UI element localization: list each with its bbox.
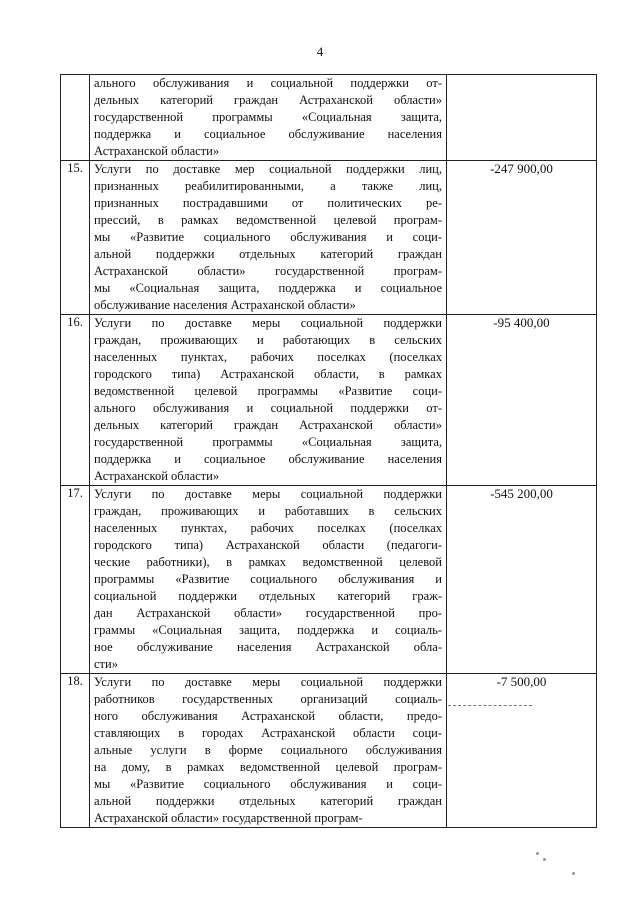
description-line: ального обслуживания и социальной поддержки от- bbox=[94, 401, 442, 415]
description-line: дельных категорий граждан Астраханской области» bbox=[94, 418, 442, 432]
row-amount: -95 400,00 bbox=[447, 315, 597, 486]
description-line: ческие работники), в рамках ведомственной целевой bbox=[94, 555, 442, 569]
description-line: Астраханской области» государственной програм- bbox=[94, 811, 363, 825]
description-line: мы «Социальная защита, поддержка и социальное bbox=[94, 281, 442, 295]
description-line: городского типа) Астраханской области, в рамках bbox=[94, 367, 442, 381]
description-line: населенных пунктах, рабочих поселках (поселках bbox=[94, 350, 442, 364]
description-line: обслуживание населения Астраханской области» bbox=[94, 298, 356, 312]
description-line: ное обслуживание населения Астраханской обла- bbox=[94, 640, 442, 654]
scan-artifact-dash bbox=[448, 705, 532, 706]
description-line: ставляющих в городах Астраханской области соци- bbox=[94, 726, 442, 740]
description-line: социальной поддержки отдельных категорий граж- bbox=[94, 589, 442, 603]
description-line: граммы «Социальная защита, поддержка и социаль- bbox=[94, 623, 442, 637]
table-body bbox=[61, 75, 597, 828]
description-line: признанных пострадавшими от политических ре- bbox=[94, 196, 442, 210]
description-line: ведомственной целевой программы «Развитие соци- bbox=[94, 384, 442, 398]
row-description bbox=[90, 315, 447, 486]
description-line: Услуги по доставке меры социальной поддержки bbox=[94, 487, 442, 501]
description-line: поддержка и социальное обслуживание населения bbox=[94, 127, 442, 141]
row-number: 15. bbox=[61, 161, 90, 315]
row-number bbox=[61, 75, 90, 161]
description-line: населенных пунктах, рабочих поселках (поселках bbox=[94, 521, 442, 535]
row-description bbox=[90, 75, 447, 161]
description-line: ного обслуживания Астраханской области, предо- bbox=[94, 709, 442, 723]
description-line: Услуги по доставке меры социальной поддержки bbox=[94, 675, 442, 689]
description-line: мы «Развитие социального обслуживания и соци- bbox=[94, 777, 442, 791]
description-line: поддержка и социальное обслуживание населения bbox=[94, 452, 442, 466]
row-amount bbox=[447, 75, 597, 161]
row-number: 16. bbox=[61, 315, 90, 486]
table-row bbox=[61, 486, 597, 674]
description-line: городского типа) Астраханской области (педагоги- bbox=[94, 538, 442, 552]
description-line: Услуги по доставке меры социальной поддержки bbox=[94, 316, 442, 330]
description-line: граждан, проживающих и работавших в сельских bbox=[94, 504, 442, 518]
description-line: государственной программы «Социальная защита, bbox=[94, 110, 442, 124]
table-row bbox=[61, 161, 597, 315]
description-line: ального обслуживания и социальной поддержки от- bbox=[94, 76, 442, 90]
description-line: сти» bbox=[94, 657, 118, 671]
description-line: Услуги по доставке мер социальной поддержки лиц, bbox=[94, 162, 442, 176]
description-line: прессий, в рамках ведомственной целевой програм- bbox=[94, 213, 442, 227]
table-row bbox=[61, 674, 597, 828]
description-line: на дому, в рамках ведомственной целевой програм- bbox=[94, 760, 442, 774]
description-line: дан Астраханской области» государственной про- bbox=[94, 606, 442, 620]
description-line: альные услуги в форме социального обслуживания bbox=[94, 743, 442, 757]
row-amount: -247 900,00 bbox=[447, 161, 597, 315]
description-line: Астраханской области» государственной програм- bbox=[94, 264, 442, 278]
scan-artifact-dot bbox=[536, 852, 539, 855]
row-number: 17. bbox=[61, 486, 90, 674]
description-line: Астраханской области» bbox=[94, 469, 220, 483]
description-line: программы «Развитие социального обслуживания и bbox=[94, 572, 442, 586]
description-line: государственной программы «Социальная защита, bbox=[94, 435, 442, 449]
row-amount: -7 500,00 bbox=[447, 674, 597, 828]
scan-artifact-dot bbox=[543, 858, 546, 861]
row-description bbox=[90, 486, 447, 674]
description-line: альной поддержки отдельных категорий граждан bbox=[94, 247, 442, 261]
description-line: альной поддержки отдельных категорий граждан bbox=[94, 794, 442, 808]
scan-artifact-dot bbox=[572, 872, 575, 875]
row-amount: -545 200,00 bbox=[447, 486, 597, 674]
description-line: работников государственных организаций социаль- bbox=[94, 692, 442, 706]
row-number: 18. bbox=[61, 674, 90, 828]
description-line: мы «Развитие социального обслуживания и соци- bbox=[94, 230, 442, 244]
row-description bbox=[90, 161, 447, 315]
budget-table bbox=[60, 74, 597, 828]
table-row bbox=[61, 75, 597, 161]
table-row bbox=[61, 315, 597, 486]
description-line: признанных реабилитированными, а также лиц, bbox=[94, 179, 442, 193]
description-line: дельных категорий граждан Астраханской области» bbox=[94, 93, 442, 107]
row-description bbox=[90, 674, 447, 828]
page-number: 4 bbox=[316, 44, 324, 59]
description-line: Астраханской области» bbox=[94, 144, 220, 158]
description-line: граждан, проживающих и работающих в сельских bbox=[94, 333, 442, 347]
